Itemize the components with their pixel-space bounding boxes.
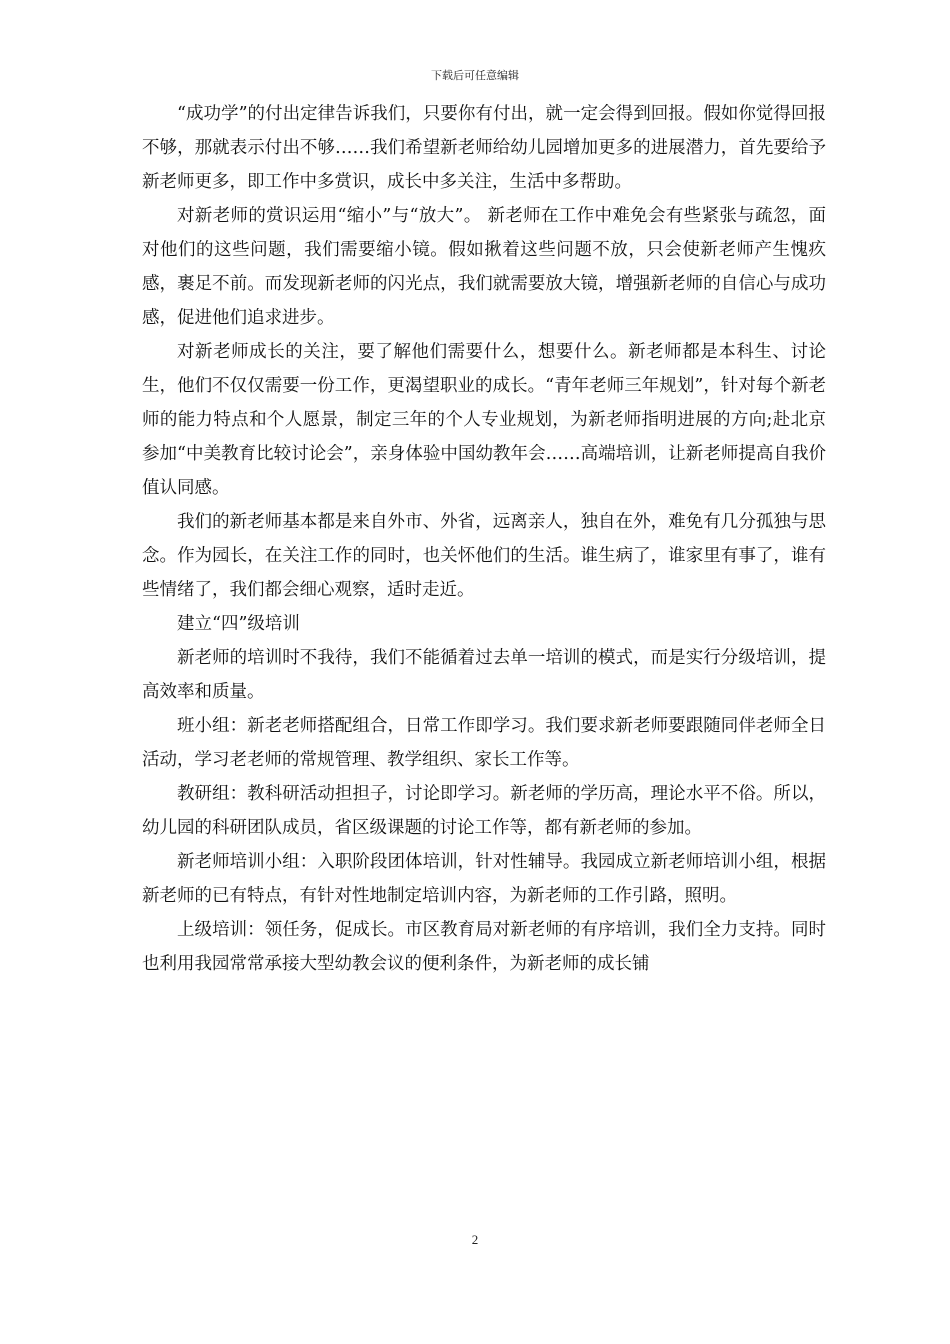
paragraph: 对新老师成长的关注，要了解他们需要什么，想要什么。新老师都是本科生、讨论生，他们不仅仅需要一份工作，更渴望职业的成长。“青年老师三年规划”，针对每个新老师的能力特点和个人愿景，制定三年的个人专业规划，为新老师指明进展的方向;赴北京参加“中美教育比较讨论会”，亲身体验中国幼教年会……高端培训，让新老师提高自我价值认同感。 [142, 342, 826, 498]
paragraph: 教研组：教科研活动担担子，讨论即学习。新老师的学历高，理论水平不俗。所以，幼儿园的科研团队成员，省区级课题的讨论工作等，都有新老师的参加。 [142, 784, 826, 838]
page-header: 下载后可任意编辑 [431, 69, 519, 82]
paragraph: 新老师培训小组：入职阶段团体培训，针对性辅导。我园成立新老师培训小组，根据新老师的已有特点，有针对性地制定培训内容，为新老师的工作引路，照明。 [142, 852, 826, 906]
paragraph: “成功学”的付出定律告诉我们，只要你有付出，就一定会得到回报。假如你觉得回报不够，那就表示付出不够……我们希望新老师给幼儿园增加更多的进展潜力，首先要给予新老师更多，即工作中多赏识，成长中多关注，生活中多帮助。 [142, 104, 826, 192]
body-text [142, 97, 826, 981]
paragraph: 对新老师的赏识运用“缩小”与“放大”。 新老师在工作中难免会有些紧张与疏忽，面对他们的这些问题，我们需要缩小镜。假如揪着这些问题不放，只会使新老师产生愧疚感，裹足不前。而发现新老师的闪光点，我们就需要放大镜，增强新老师的自信心与成功感，促进他们追求进步。 [142, 206, 826, 328]
paragraph: 班小组：新老老师搭配组合，日常工作即学习。我们要求新老师要跟随同伴老师全日活动，学习老老师的常规管理、教学组织、家长工作等。 [142, 716, 826, 770]
paragraph: 上级培训：领任务，促成长。市区教育局对新老师的有序培训，我们全力支持。同时也利用我园常常承接大型幼教会议的便利条件，为新老师的成长铺 [142, 920, 826, 974]
paragraph: 我们的新老师基本都是来自外市、外省，远离亲人，独自在外，难免有几分孤独与思念。作为园长，在关注工作的同时，也关怀他们的生活。谁生病了，谁家里有事了，谁有些情绪了，我们都会细心观察，适时走近。 [142, 512, 826, 600]
paragraph: 新老师的培训时不我待，我们不能循着过去单一培训的模式，而是实行分级培训，提高效率和质量。 [142, 648, 826, 702]
section-heading: 建立“四”级培训 [177, 614, 300, 634]
page-number: 2 [471, 1232, 479, 1247]
